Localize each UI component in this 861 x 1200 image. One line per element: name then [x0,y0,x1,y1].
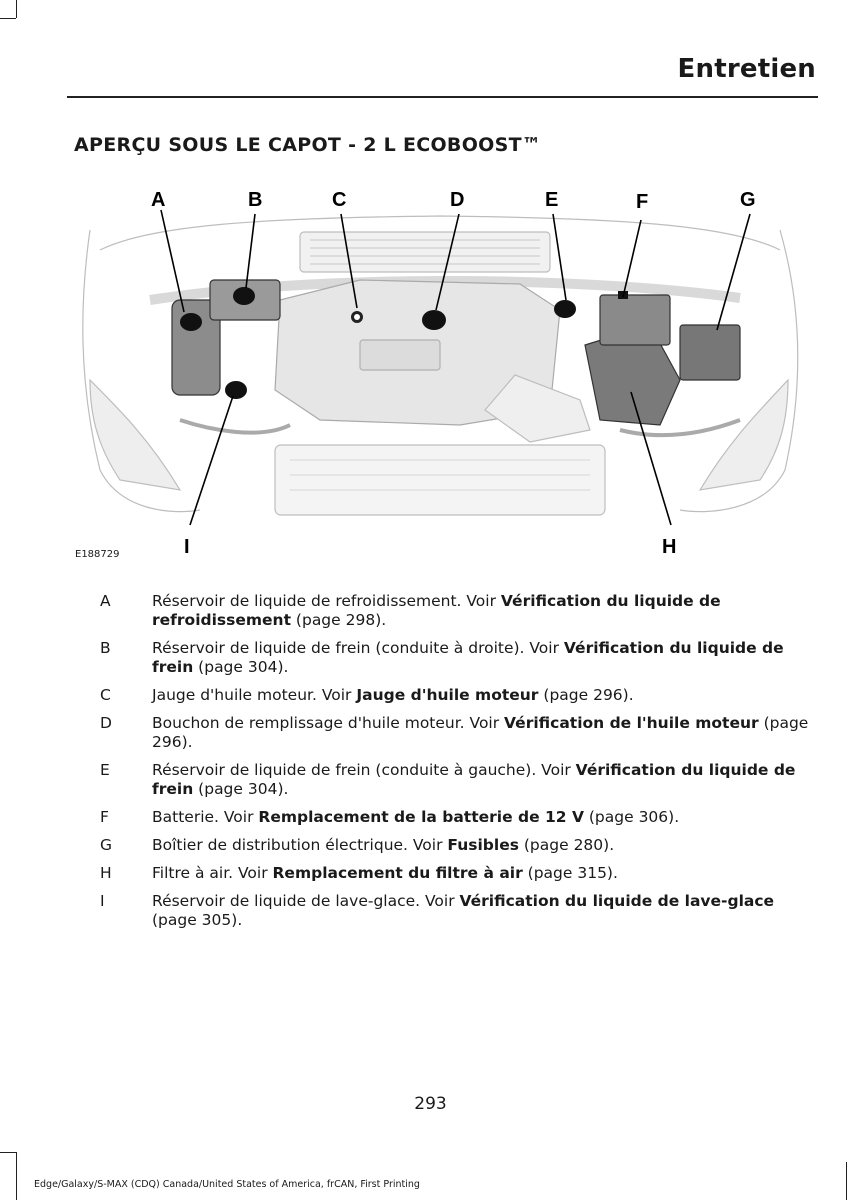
legend-text: Bouchon de remplissage d'huile moteur. Voir [152,714,505,732]
page-header-title: Entretien [677,54,816,84]
legend-text: Batterie. Voir [152,808,259,826]
figure-label-d: D [450,189,465,211]
figure-label-a: A [151,189,166,211]
legend-item [100,592,815,630]
component-legend [100,592,815,939]
header-divider [67,96,818,98]
legend-reference: Vérification du liquide de frein [152,639,784,676]
legend-page: (page 298). [291,611,387,629]
legend-item [100,639,815,677]
legend-item [100,836,815,855]
legend-reference: Remplacement de la batterie de 12 V [258,808,584,826]
legend-text: Filtre à air. Voir [152,864,273,882]
legend-item [100,686,815,705]
section-title: APERÇU SOUS LE CAPOT - 2 L ECOBOOST™ [74,134,542,156]
legend-text: Réservoir de liquide de frein (conduite à droite). Voir [152,639,564,657]
legend-letter: G [100,836,113,854]
legend-reference: Vérification du liquide de lave-glace [459,892,775,910]
figure-label-f: F [636,191,649,213]
legend-page: (page 315). [522,864,618,882]
legend-page: (page 280). [518,836,615,854]
legend-page: (page 304). [193,658,289,676]
legend-letter: E [100,761,110,779]
legend-reference: Remplacement du filtre à air [272,864,523,882]
crop-mark [16,0,17,18]
footer-text: Edge/Galaxy/S-MAX (CDQ) Canada/United States of America, frCAN, First Printing [34,1179,420,1190]
legend-letter: A [100,592,111,610]
legend-text: Réservoir de liquide de refroidissement. Voir [152,592,501,610]
legend-letter: I [100,892,105,910]
legend-item [100,714,815,752]
legend-item [100,808,815,827]
figure-label-h: H [662,536,677,558]
legend-reference: Vérification du liquide de frein [152,761,796,798]
page-number: 293 [414,1094,447,1114]
crop-mark [16,1152,17,1200]
legend-page: (page 304). [193,780,289,798]
crop-mark [846,1162,847,1200]
legend-text: Réservoir de liquide de lave-glace. Voir [152,892,460,910]
legend-letter: H [100,864,112,882]
legend-page: (page 296). [538,686,634,704]
legend-letter: B [100,639,111,657]
figure-label-i: I [184,536,190,558]
crop-mark [0,18,16,19]
legend-item [100,892,815,930]
legend-item [100,864,815,883]
legend-reference: Jauge d'huile moteur [356,686,539,704]
legend-text: Jauge d'huile moteur. Voir [152,686,357,704]
legend-text: Boîtier de distribution électrique. Voir [152,836,448,854]
legend-page: (page 306). [583,808,680,826]
legend-reference: Fusibles [447,836,519,854]
figure-label-b: B [248,189,263,211]
crop-mark [0,1152,16,1153]
figure-id: E188729 [75,549,120,560]
legend-page: (page 296). [152,714,809,751]
engine-compartment-illustration [60,180,820,570]
legend-page: (page 305). [152,911,243,929]
legend-letter: F [100,808,109,826]
legend-letter: C [100,686,111,704]
legend-item [100,761,815,799]
legend-reference: Vérification du liquide de refroidissement [152,592,721,629]
figure-label-g: G [740,189,756,211]
legend-reference: Vérification de l'huile moteur [504,714,759,732]
legend-letter: D [100,714,112,732]
legend-text: Réservoir de liquide de frein (conduite à gauche). Voir [152,761,576,779]
figure-label-c: C [332,189,347,211]
figure-label-e: E [545,189,559,211]
